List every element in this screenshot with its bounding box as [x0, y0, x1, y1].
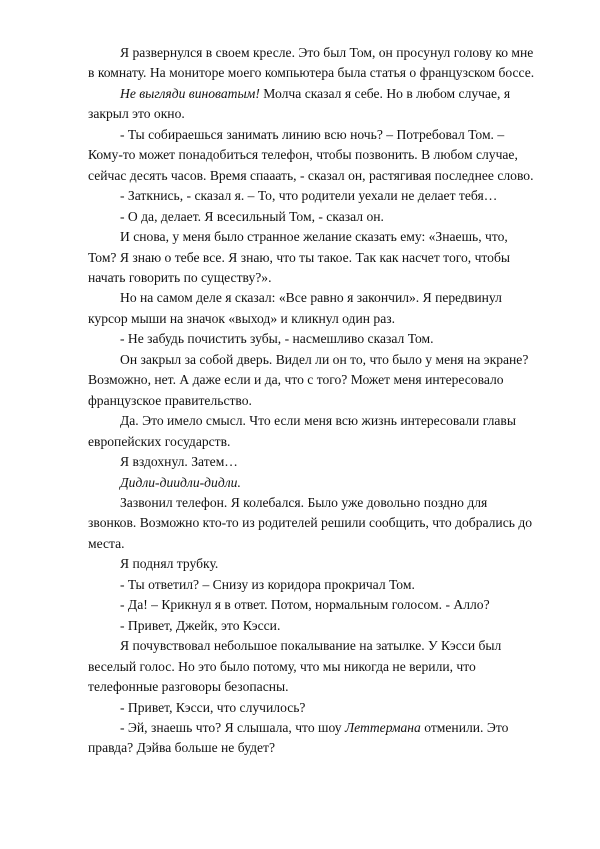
italic-text: Леттермана — [344, 719, 421, 735]
paragraph-text: - Привет, Джейк, это Кэсси. — [120, 617, 281, 633]
paragraph — [88, 636, 538, 697]
paragraph-text: Но на самом деле я сказал: «Все равно я закончил». Я передвинул курсор мыши на значок «выход» и кликнул один раз. — [88, 290, 502, 326]
paragraph-text: Я поднял трубку. — [120, 556, 219, 572]
paragraph — [88, 411, 538, 452]
paragraph-text: Я почувствовал небольшое покалывание на затылке. У Кэсси был веселый голос. Но это было потому, что мы никогда не верили, что телефонные разговоры безопасны. — [88, 638, 502, 695]
paragraph-text: Да. Это имело смысл. Что если меня всю жизнь интересовали главы европейских государств. — [88, 413, 516, 449]
paragraph — [88, 698, 538, 718]
paragraph — [88, 350, 538, 411]
paragraph-text: - Да! – Крикнул я в ответ. Потом, нормальным голосом. - Алло? — [120, 597, 490, 613]
paragraph-text: - Не забудь почистить зубы, - насмешливо сказал Том. — [120, 331, 434, 347]
paragraph — [88, 452, 538, 472]
paragraph — [88, 227, 538, 288]
paragraph — [88, 493, 538, 554]
paragraph-text: Он закрыл за собой дверь. Видел ли он то, что было у меня на экране? Возможно, нет. А даже если и да, что с того? Может меня интересовало французское правительство. — [88, 351, 529, 408]
paragraph — [88, 84, 538, 125]
paragraph — [88, 186, 538, 206]
paragraph — [88, 125, 538, 186]
paragraph — [88, 718, 538, 759]
paragraph — [88, 595, 538, 615]
paragraph-text: Я развернулся в своем кресле. Это был Том, он просунул голову ко мне в комнату. На мониторе моего компьютера была статья о французском боссе. — [88, 45, 535, 81]
paragraph-text: - Ты ответил? – Снизу из коридора прокричал Том. — [120, 576, 415, 592]
paragraph — [88, 473, 538, 493]
paragraph-text: И снова, у меня было странное желание сказать ему: «Знаешь, что, Том? Я знаю о тебе все. Я знаю, что ты такое. Так как насчет того, чтобы начать говорить по существу?». — [88, 229, 511, 285]
paragraph-text: Молча сказал я себе. Но в любом случае, я закрыл это окно. — [88, 85, 511, 122]
paragraph — [88, 554, 538, 574]
italic-text: Не выгляди виноватым! — [120, 85, 260, 101]
paragraph — [88, 575, 538, 595]
paragraph-text: отменили. Это правда? Дэйва больше не будет? — [88, 719, 509, 756]
paragraph-text: - Заткнись, - сказал я. – То, что родители уехали не делает тебя… — [120, 188, 498, 204]
paragraph-text: - Привет, Кэсси, что случилось? — [120, 699, 306, 715]
paragraph — [88, 329, 538, 349]
paragraph — [88, 616, 538, 636]
paragraph-text: Я вздохнул. Затем… — [120, 454, 238, 470]
italic-text: Дидли-диидли-дидли. — [120, 474, 241, 490]
document-page — [88, 43, 538, 759]
paragraph-text: - Эй, знаешь что? Я слышала, что шоу — [120, 719, 345, 735]
paragraph — [88, 288, 538, 329]
paragraph — [88, 207, 538, 227]
paragraph — [88, 43, 538, 84]
paragraph-text: Зазвонил телефон. Я колебался. Было уже довольно поздно для звонков. Возможно кто-то из родителей решили сообщить, что добрались до места. — [88, 494, 533, 551]
paragraph-text: - О да, делает. Я всесильный Том, - сказал он. — [120, 208, 384, 224]
paragraph-text: - Ты собираешься занимать линию всю ночь? – Потребовал Том. – Кому-то может понадобиться телефон, чтобы позвонить. В любом случае, сейчас десять часов. Время спааать, - сказал он, растягивая последнее слово. — [88, 126, 534, 183]
